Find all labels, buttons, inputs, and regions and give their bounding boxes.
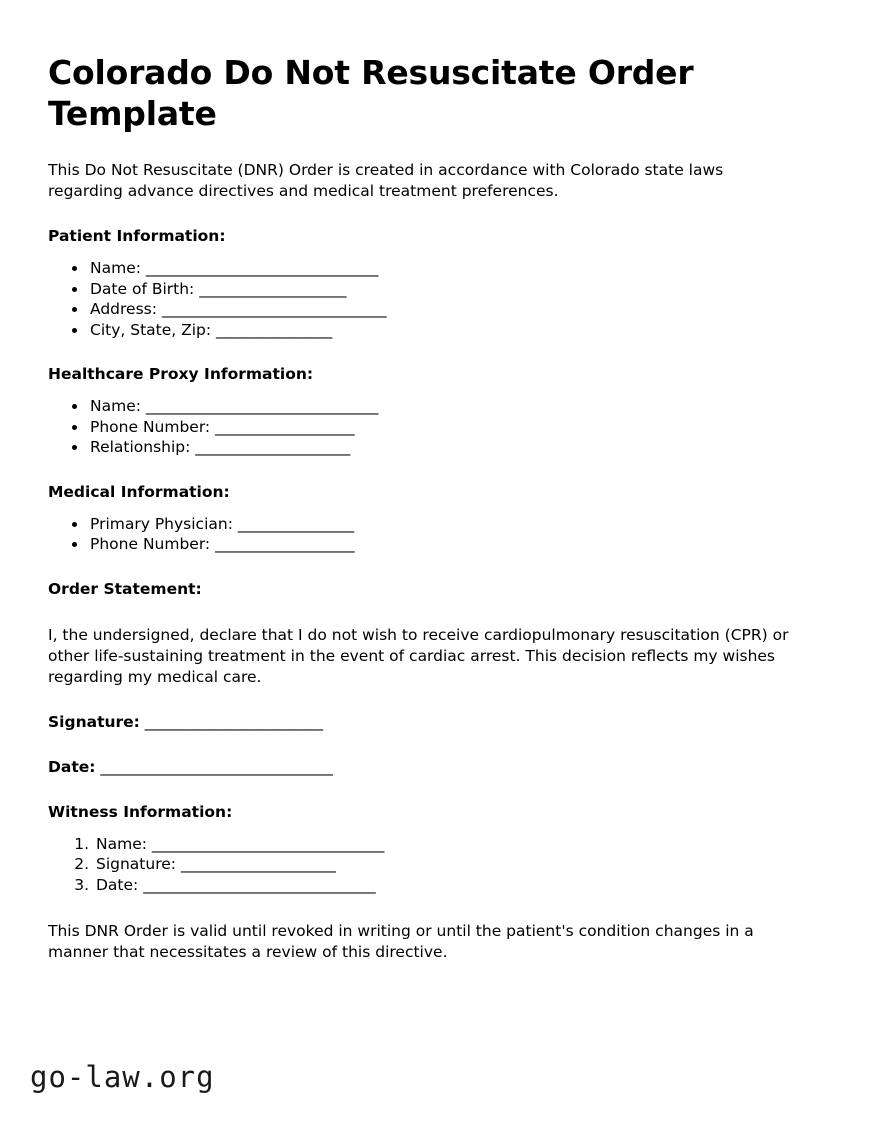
list-item: 2. Signature: ____________________	[94, 854, 820, 875]
section-heading-patient-information: Patient Information:	[48, 227, 226, 245]
list-item: • Name: ______________________________	[88, 396, 820, 417]
intro-paragraph: This Do Not Resuscitate (DNR) Order is created in accordance with Colorado state laws regarding advance directives and medical treatment preferences.	[48, 161, 724, 200]
date-label: Date:	[48, 757, 96, 776]
signature-line	[48, 712, 820, 733]
section-heading-healthcare-proxy-information: Healthcare Proxy Information:	[48, 365, 314, 383]
document-content	[48, 52, 820, 963]
date-line	[48, 757, 820, 778]
list-item: • Date of Birth: ___________________	[88, 279, 820, 300]
healthcare-proxy-field-list	[48, 396, 820, 458]
list-item: • City, State, Zip: _______________	[88, 320, 820, 341]
list-item: • Name: ______________________________	[88, 258, 820, 279]
list-item: • Relationship: ____________________	[88, 437, 820, 458]
section-heading-order-statement: Order Statement:	[48, 579, 202, 598]
list-item: 3. Date: ______________________________	[94, 875, 820, 896]
list-item: • Address: _____________________________	[88, 299, 820, 320]
list-item: 1. Name: ______________________________	[94, 834, 820, 855]
order-statement-paragraph: I, the undersigned, declare that I do not wish to receive cardiopulmonary resuscitation (CPR) or other life-sustaining treatment in the event of cardiac arrest. This decision reflects my wishes regarding my medical care.	[48, 625, 789, 686]
list-item: • Primary Physician: _______________	[88, 514, 820, 535]
list-item: • Phone Number: __________________	[88, 534, 820, 555]
date-blank: ______________________________	[95, 757, 333, 776]
section-heading-witness-information: Witness Information:	[48, 802, 233, 821]
section-heading-medical-information: Medical Information:	[48, 482, 230, 501]
list-item: • Phone Number: __________________	[88, 417, 820, 438]
witness-information-field-list	[48, 834, 820, 896]
signature-blank: _______________________	[139, 712, 324, 731]
patient-information-field-list	[48, 258, 820, 340]
signature-label: Signature:	[48, 712, 140, 731]
validity-note-paragraph: This DNR Order is valid until revoked in writing or until the patient's condition changes in a manner that necessitates a review of this directive.	[48, 922, 754, 961]
medical-information-field-list	[48, 514, 820, 555]
page-title: Colorado Do Not Resuscitate Order Template	[48, 53, 694, 133]
site-watermark: go-law.org	[30, 1060, 215, 1094]
